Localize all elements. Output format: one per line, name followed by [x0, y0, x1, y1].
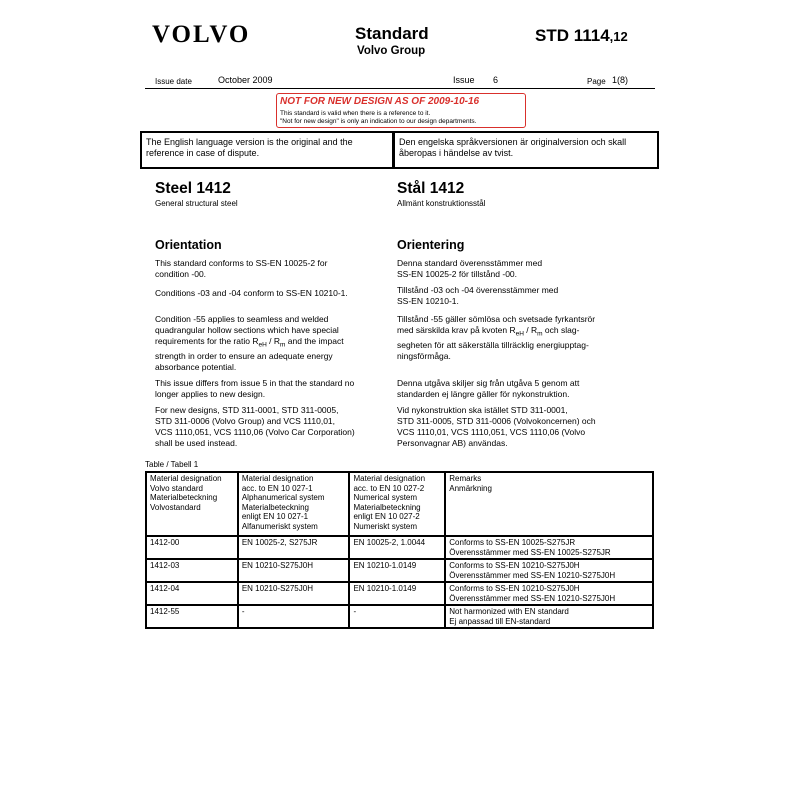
english-language-text	[146, 137, 353, 159]
text-line: Personvagnar AB) användas.	[397, 438, 508, 448]
swedish-language-line: Den engelska språkversionen är originalversion och skall	[399, 137, 627, 147]
table-caption: Table / Tabell 1	[145, 460, 199, 469]
english-language-line: reference in case of dispute.	[146, 148, 260, 158]
swedish-paragraph-5	[397, 405, 657, 449]
text-line: SS-EN 10210-1.	[397, 296, 459, 306]
text-line: VCS 1110,01, VCS 1110,051, VCS 1110,06 (Volvo	[397, 427, 586, 437]
issue-value: 6	[493, 75, 499, 85]
text-line: segheten för att säkerställa tillräcklig energiupptag-	[397, 339, 589, 350]
text-line: SS-EN 10025-2 för tillstånd -00.	[397, 269, 518, 279]
document-type-subtitle: Volvo Group	[357, 45, 426, 57]
swedish-paragraph-2	[397, 285, 657, 307]
english-paragraph-4	[155, 378, 395, 400]
text-line: strength in order to ensure an adequate energy	[155, 350, 333, 361]
english-paragraph-3	[155, 314, 395, 373]
standard-number-version: ,12	[609, 29, 628, 44]
notice-line-1: This standard is valid when there is a reference to it.	[280, 110, 431, 117]
remark-en: Conforms to SS-EN 10210-S275J0H	[449, 561, 580, 570]
text-line: ningsförmåga.	[397, 350, 451, 361]
header-line: Materialbeteckning	[150, 493, 218, 502]
header-line: Material designation	[241, 474, 314, 483]
header-line: Materialbeteckning	[353, 502, 421, 512]
remark-sv: Ej anpassad till EN-standard	[449, 616, 551, 626]
text-segment: / R	[523, 325, 538, 335]
header-line: Volvo standard	[150, 483, 203, 493]
header-line: Material designation	[353, 474, 426, 483]
text-line: Tillstånd -55 gäller sömlösa och svetsade fyrkantsrör	[397, 314, 596, 324]
header-en-10027-2	[349, 472, 445, 536]
cell-alphanumeric: EN 10210-S275J0H	[238, 582, 350, 605]
text-segment: med särskilda krav på kvoten R	[397, 325, 516, 335]
table-row	[146, 582, 653, 605]
header-line: Alfanumeriskt system	[241, 521, 318, 531]
header-line: acc. to EN 10 027-1	[241, 483, 313, 493]
table-header-row	[146, 472, 653, 536]
header-line: enligt EN 10 027-1	[241, 512, 309, 521]
standard-number	[535, 26, 628, 46]
swedish-subtitle: Allmänt konstruktionsstål	[397, 199, 486, 208]
cell-numeric: EN 10210-1.0149	[349, 559, 445, 582]
english-paragraph-2	[155, 288, 395, 299]
text-segment: och slag-	[542, 325, 580, 335]
cell-remarks	[445, 559, 653, 582]
subscript: eH	[515, 330, 524, 338]
header-line: Alphanumerical system	[241, 493, 325, 502]
text-segment: requirements for the ratio R	[155, 336, 259, 346]
text-line: longer applies to new design.	[155, 389, 266, 399]
subscript: m	[280, 341, 286, 349]
text-line: absorbance potential.	[155, 361, 237, 372]
english-title: Steel 1412	[155, 180, 231, 197]
english-orientation-heading: Orientation	[155, 238, 222, 252]
header-line: Materialbeteckning	[241, 502, 309, 512]
text-line: STD 311-0005, STD 311-0006 (Volvokoncernen) och	[397, 416, 596, 426]
text-line: This issue differs from issue 5 in that the standard no	[155, 378, 355, 388]
document-type-title: Standard	[355, 24, 429, 43]
header-line: acc. to EN 10 027-2	[353, 483, 425, 493]
swedish-language-text	[399, 137, 626, 159]
cell-alphanumeric: EN 10025-2, S275JR	[238, 536, 350, 559]
header-line: Remarks	[449, 474, 482, 483]
cell-volvo-designation: 1412-03	[146, 559, 238, 582]
text-line: Denna standard överensstämmer med	[397, 258, 543, 268]
text-line: standarden ej längre gäller för nykonstruktion.	[397, 389, 570, 399]
remark-en: Conforms to SS-EN 10210-S275J0H	[449, 584, 580, 593]
subscript: m	[537, 330, 543, 338]
swedish-title: Stål 1412	[397, 180, 465, 197]
header-line: Volvostandard	[150, 502, 201, 512]
remark-sv: Överensstämmer med SS-EN 10210-S275J0H	[449, 570, 616, 580]
page-label: Page	[587, 77, 606, 86]
text-segment: / R	[266, 336, 281, 346]
text-line: quadrangular hollow sections which have special	[155, 325, 339, 335]
header-line: Anmärkning	[449, 483, 492, 493]
text-line	[155, 336, 395, 351]
header-line: Numerical system	[353, 493, 418, 502]
text-line: shall be used instead.	[155, 438, 238, 448]
text-line: Condition -55 applies to seamless and welded	[155, 314, 329, 324]
cell-numeric: EN 10210-1.0149	[349, 582, 445, 605]
remark-en: Not harmonized with EN standard	[449, 607, 569, 616]
swedish-language-line: åberopas i händelse av tvist.	[399, 148, 514, 158]
text-line	[397, 325, 657, 340]
issue-date-value: October 2009	[218, 75, 273, 85]
text-line: Denna utgåva skiljer sig från utgåva 5 genom att	[397, 378, 580, 388]
cell-volvo-designation: 1412-55	[146, 605, 238, 628]
page-value: 1(8)	[612, 75, 629, 85]
swedish-paragraph-3	[397, 314, 657, 362]
volvo-logo: VOLVO	[152, 21, 251, 48]
header-rule	[145, 88, 655, 89]
header-line: Numeriskt system	[353, 521, 418, 531]
cell-remarks	[445, 536, 653, 559]
header-en-10027-1	[238, 472, 350, 536]
swedish-paragraph-1	[397, 258, 657, 280]
header-line: enligt EN 10 027-2	[353, 512, 420, 521]
header-remarks	[445, 472, 653, 536]
notice-title: NOT FOR NEW DESIGN AS OF 2009-10-16	[280, 96, 480, 107]
english-paragraph-5	[155, 405, 395, 449]
table-row	[146, 536, 653, 559]
cell-remarks	[445, 582, 653, 605]
cell-remarks	[445, 605, 653, 628]
table-row	[146, 605, 653, 628]
cell-alphanumeric: -	[238, 605, 350, 628]
text-line: STD 311-0006 (Volvo Group) and VCS 1110,01,	[155, 416, 336, 426]
cell-numeric: EN 10025-2, 1.0044	[349, 536, 445, 559]
text-line: Tillstånd -03 och -04 överensstämmer med	[397, 285, 559, 295]
remark-sv: Överensstämmer med SS-EN 10210-S275J0H	[449, 593, 616, 603]
english-subtitle: General structural steel	[155, 199, 238, 208]
standard-number-main: STD 1114	[535, 26, 610, 45]
text-segment: and the impact	[285, 336, 344, 346]
remark-en: Conforms to SS-EN 10025-S275JR	[449, 538, 576, 547]
cell-alphanumeric: EN 10210-S275J0H	[238, 559, 350, 582]
text-line: Conditions -03 and -04 conform to SS-EN 10210-1.	[155, 288, 348, 298]
issue-date-label: Issue date	[155, 77, 192, 86]
table-row	[146, 559, 653, 582]
swedish-paragraph-4	[397, 378, 657, 400]
text-line: VCS 1110,051, VCS 1110,06 (Volvo Car Corporation)	[155, 427, 355, 437]
cell-volvo-designation: 1412-04	[146, 582, 238, 605]
remark-sv: Överensstämmer med SS-EN 10025-S275JR	[449, 547, 611, 557]
english-language-line: The English language version is the original and the	[146, 137, 353, 147]
text-line: condition -00.	[155, 269, 207, 279]
text-line: For new designs, STD 311-0001, STD 311-0005,	[155, 405, 339, 415]
subscript: eH	[258, 341, 267, 349]
cell-volvo-designation: 1412-00	[146, 536, 238, 559]
material-designation-table	[145, 471, 654, 629]
header-volvo-standard	[146, 472, 238, 536]
notice-line-2: "Not for new design" is only an indication to our design departments.	[280, 118, 477, 125]
swedish-orientation-heading: Orientering	[397, 238, 465, 252]
text-line: This standard conforms to SS-EN 10025-2 for	[155, 258, 328, 268]
english-paragraph-1	[155, 258, 395, 280]
cell-numeric: -	[349, 605, 445, 628]
header-line: Material designation	[150, 474, 222, 483]
issue-label: Issue	[453, 75, 475, 85]
text-line: Vid nykonstruktion ska istället STD 311-0001,	[397, 405, 568, 415]
